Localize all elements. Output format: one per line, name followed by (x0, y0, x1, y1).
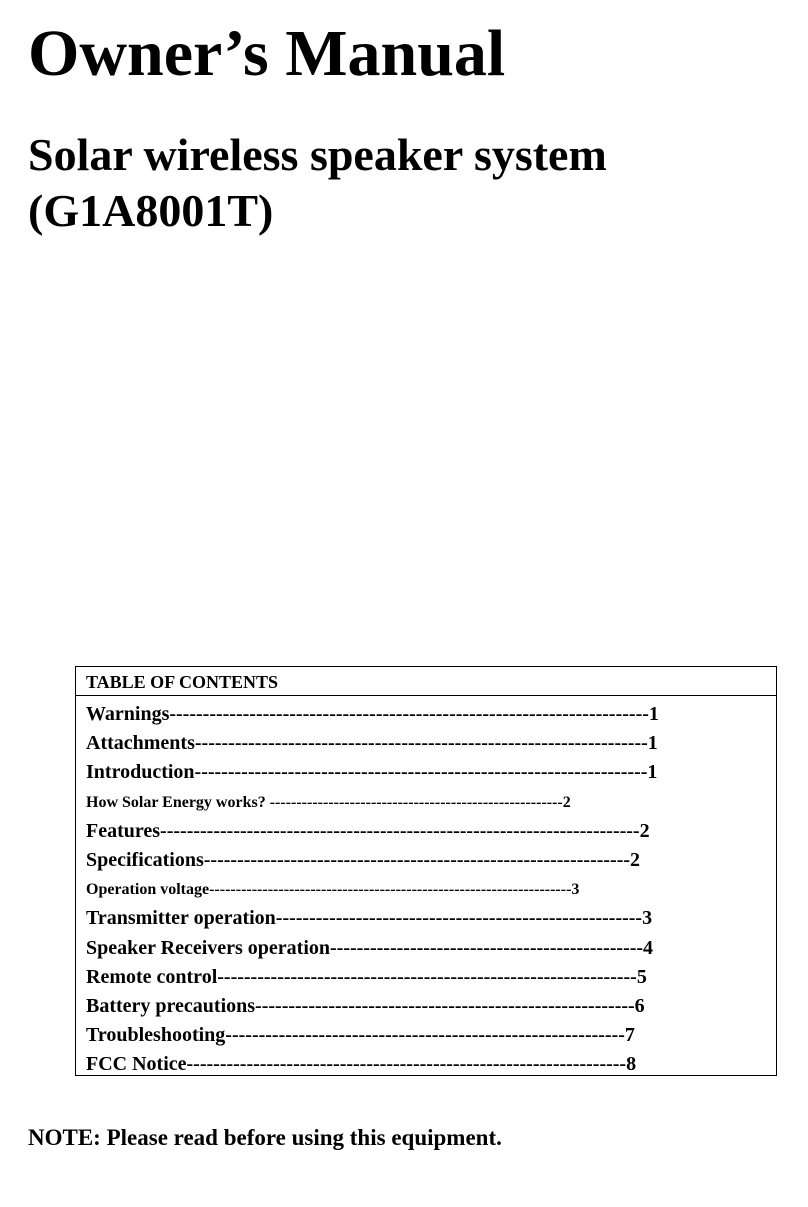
toc-item-speaker-receivers-operation: Speaker Receivers operation-----------------------------------------------4 (86, 936, 654, 959)
toc-item-attachments: Attachments--------------------------------------------------------------------1 (86, 732, 658, 755)
toc-item-operation-voltage: Operation voltage--------------------------------------------------------------------3 (86, 881, 580, 899)
product-name: Solar wireless speaker system (28, 129, 607, 180)
toc-item-fcc-notice: FCC Notice------------------------------------------------------------------8 (86, 1053, 637, 1076)
toc-item-how-solar-energy-works: How Solar Energy works? -------------------------------------------------------2 (86, 793, 571, 811)
toc-header: TABLE OF CONTENTS (76, 667, 776, 696)
toc-item-warnings: Warnings------------------------------------------------------------------------1 (86, 703, 659, 725)
toc-item-troubleshooting: Troubleshooting------------------------------------------------------------7 (86, 1024, 635, 1047)
toc-item-battery-precautions: Battery precautions---------------------------------------------------------6 (86, 994, 645, 1017)
product-model: (G1A8001T) (28, 185, 274, 236)
toc-item-specifications: Specifications----------------------------------------------------------------2 (86, 848, 641, 871)
usage-note: NOTE: Please read before using this equipment. (28, 1125, 502, 1150)
document-title: Owner’s Manual (28, 17, 506, 90)
table-of-contents (75, 666, 777, 1076)
toc-item-introduction: Introduction--------------------------------------------------------------------1 (86, 761, 658, 784)
toc-list (76, 696, 776, 1079)
toc-item-remote-control: Remote control---------------------------------------------------------------5 (86, 965, 647, 988)
toc-item-transmitter-operation: Transmitter operation-------------------------------------------------------3 (86, 907, 653, 930)
toc-item-features: Features------------------------------------------------------------------------2 (86, 819, 650, 842)
product-subtitle (28, 127, 607, 239)
